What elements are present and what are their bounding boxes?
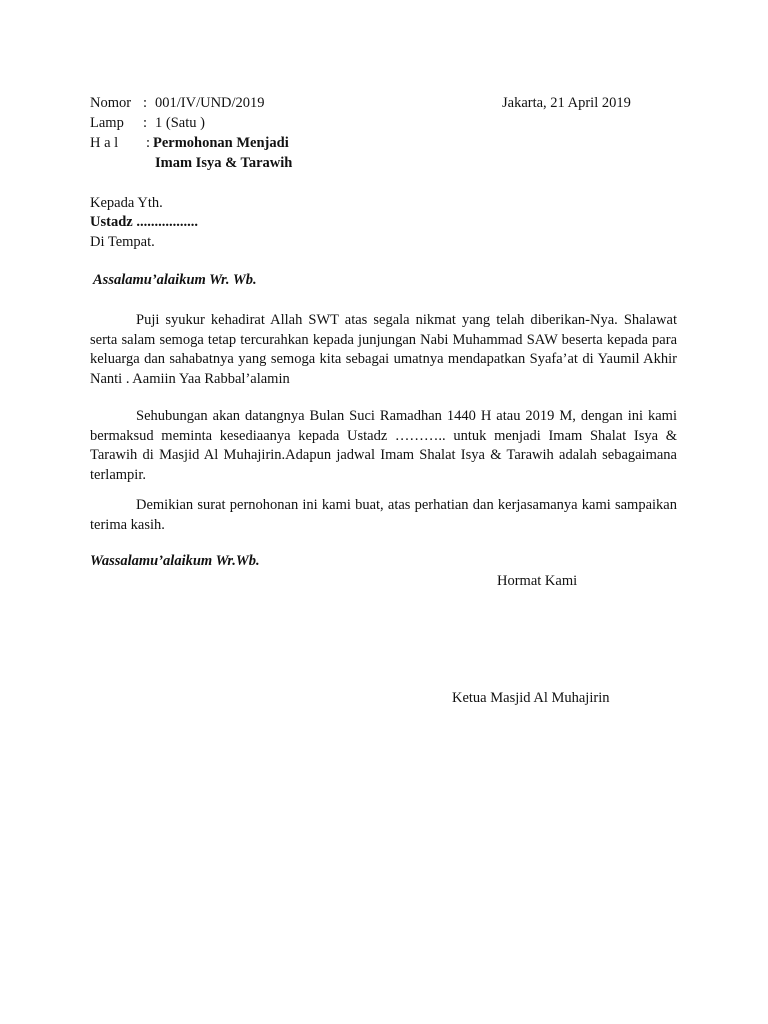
nomor-separator: : bbox=[143, 95, 148, 111]
recipient-line3: Di Tempat. bbox=[90, 234, 155, 250]
closing-signatory: Ketua Masjid Al Muhajirin bbox=[452, 690, 610, 706]
body-paragraph-2 bbox=[90, 407, 677, 485]
lamp-separator: : bbox=[143, 115, 148, 131]
body-paragraph-3 bbox=[90, 496, 677, 535]
body-paragraph-3-text: Demikian surat pernohonan ini kami buat, atas perhatian dan kerjasamanya kami sampaikan terima kasih. bbox=[90, 497, 677, 533]
nomor-label: Nomor bbox=[90, 95, 132, 111]
place-date: Jakarta, 21 April 2019 bbox=[502, 95, 631, 111]
recipient-line1: Kepada Yth. bbox=[90, 195, 163, 211]
closing-hormat: Hormat Kami bbox=[497, 573, 578, 589]
body-paragraph-1 bbox=[90, 311, 677, 389]
hal-value-line2: Imam Isya & Tarawih bbox=[155, 155, 293, 171]
recipient-line2: Ustadz ................. bbox=[90, 214, 198, 230]
body-paragraph-2-text: Sehubungan akan datangnya Bulan Suci Ramadhan 1440 H atau 2019 M, dengan ini kami bermaksud meminta kesediaanya kepada Ustadz ……….. untuk menjadi Imam Shalat Isya & Tarawih di Masjid Al Muhajirin.Adapun jadwal Imam Shalat Isya & Tarawih adalah sebagaimana terlampir. bbox=[90, 408, 677, 483]
body-paragraph-1-text: Puji syukur kehadirat Allah SWT atas segala nikmat yang telah diberikan-Nya. Shalawat serta salam semoga tetap tercurahkan kepada junjungan Nabi Muhammad SAW beserta kepada para keluarga dan sahabatnya yang semoga kita sebagai umatnya mendapatkan Syafa’at di Yaumil Akhir Nanti . Aamiin Yaa Rabbal’alamin bbox=[90, 312, 677, 387]
lamp-label: Lamp bbox=[90, 115, 124, 131]
closing-salam: Wassalamu’alaikum Wr.Wb. bbox=[90, 553, 260, 569]
hal-value-line1: Permohonan Menjadi bbox=[153, 135, 289, 151]
greeting: Assalamu’alaikum Wr. Wb. bbox=[93, 272, 257, 288]
lamp-value: 1 (Satu ) bbox=[155, 115, 205, 131]
hal-separator: : bbox=[146, 135, 151, 151]
hal-label: H a l bbox=[90, 135, 119, 151]
nomor-value: 001/IV/UND/2019 bbox=[155, 95, 265, 111]
